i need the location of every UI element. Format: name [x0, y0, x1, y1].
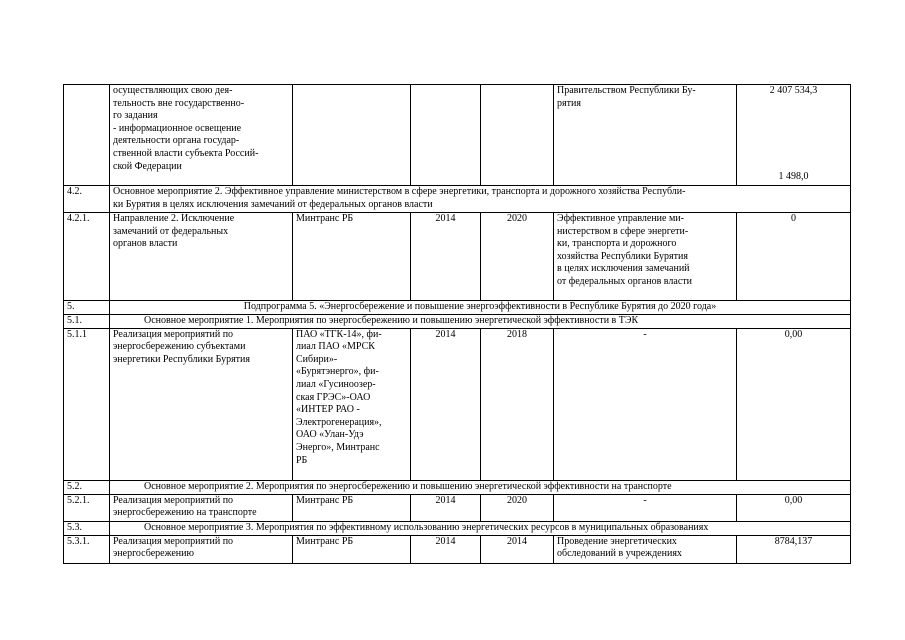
funding-amount: 0: [737, 213, 851, 301]
table-row: [64, 301, 851, 315]
funding-amount: 8784,137: [737, 535, 851, 563]
end-year: 2014: [481, 535, 554, 563]
funding-amount-top: 2 407 534,3: [769, 85, 818, 96]
row-number: 4.2.1.: [64, 213, 110, 301]
section-heading: [110, 480, 851, 494]
start-year: [411, 85, 481, 186]
end-year: [481, 85, 554, 186]
table-row: [64, 494, 851, 521]
row-number: 5.3.1.: [64, 535, 110, 563]
program-table: [63, 84, 851, 564]
funding-amount-cell: [737, 85, 851, 186]
start-year: 2014: [411, 535, 481, 563]
executor: ПАО «ТГК-14», фи- лиал ПАО «МРСК Сибири»- «Бурятэнерго», фи- лиал «Гусиноозер- ская ГРЭС»-ОАО «ИНТЕР РАО - Электрогенерация», ОАО «Улан-Удэ Энерго», Минтранс РБ: [293, 328, 411, 480]
row-number: 5.1.1: [64, 328, 110, 480]
row-number: 5.2.: [64, 480, 110, 494]
table-row: [64, 85, 851, 186]
row-number: [64, 85, 110, 186]
row-number: 5.2.1.: [64, 494, 110, 521]
executor: Минтранс РБ: [293, 213, 411, 301]
row-number: 5.: [64, 301, 110, 315]
expected-result: -: [554, 494, 737, 521]
start-year: 2014: [411, 328, 481, 480]
expected-result: Проведение энергетических обследований в учреждениях: [554, 535, 737, 563]
table-row: [64, 186, 851, 213]
funding-amount-bottom: 1 498,0: [778, 171, 809, 183]
row-number: 5.1.: [64, 314, 110, 328]
activity-name: Реализация мероприятий по энергосбережению субъектами энергетики Республики Бурятия: [110, 328, 293, 480]
row-number: 4.2.: [64, 186, 110, 213]
expected-result: Правительством Республики Бу- рятия: [554, 85, 737, 186]
funding-amount: 0,00: [737, 494, 851, 521]
activity-name: Направление 2. Исключение замечаний от федеральных органов власти: [110, 213, 293, 301]
table-row: [64, 521, 851, 535]
activity-name: Реализация мероприятий по энергосбережению: [110, 535, 293, 563]
section-heading: Основное мероприятие 2. Эффективное управление министерством в сфере энергетики, транспорта и дорожного хозяйства Республи- ки Бурятия в целях исключения замечаний от федеральных органов власти: [110, 186, 851, 213]
table-row: [64, 535, 851, 563]
start-year: 2014: [411, 213, 481, 301]
activity-name: осуществляющих свою дея- тельность вне государственно- го задания - информационное освещение деятельности органа государ- ственной власти субъекта Россий- ской Федерации: [110, 85, 293, 186]
table-row: [64, 213, 851, 301]
table-row: [64, 480, 851, 494]
table-row: [64, 328, 851, 480]
section-heading-text: Основное мероприятие 2. Мероприятия по энергосбережению и повышению энергетической эффективности на транспорте: [144, 480, 672, 492]
section-heading-text: Основное мероприятие 1. Мероприятия по энергосбережению и повышению энергетической эффективности в ТЭК: [144, 314, 639, 326]
section-heading: [110, 521, 851, 535]
funding-amount: 0,00: [737, 328, 851, 480]
executor: [293, 85, 411, 186]
activity-name: Реализация мероприятий по энергосбережению на транспорте: [110, 494, 293, 521]
expected-result: -: [554, 328, 737, 480]
end-year: 2018: [481, 328, 554, 480]
subprogram-heading: Подпрограмма 5. «Энергосбережение и повышение энергоэффективности в Республике Бурятия до 2020 года»: [110, 301, 851, 315]
row-number: 5.3.: [64, 521, 110, 535]
end-year: 2020: [481, 494, 554, 521]
executor: Минтранс РБ: [293, 535, 411, 563]
end-year: 2020: [481, 213, 554, 301]
start-year: 2014: [411, 494, 481, 521]
expected-result: Эффективное управление ми- нистерством в сфере энергети- ки, транспорта и дорожного хозяйства Республики Бурятия в целях исключения замечаний от федеральных органов власти: [554, 213, 737, 301]
executor: Минтранс РБ: [293, 494, 411, 521]
section-heading: [110, 314, 851, 328]
table-row: [64, 314, 851, 328]
section-heading-text: Основное мероприятие 3. Мероприятия по эффективному использованию энергетических ресурсов в муниципальных образованиях: [144, 521, 709, 533]
